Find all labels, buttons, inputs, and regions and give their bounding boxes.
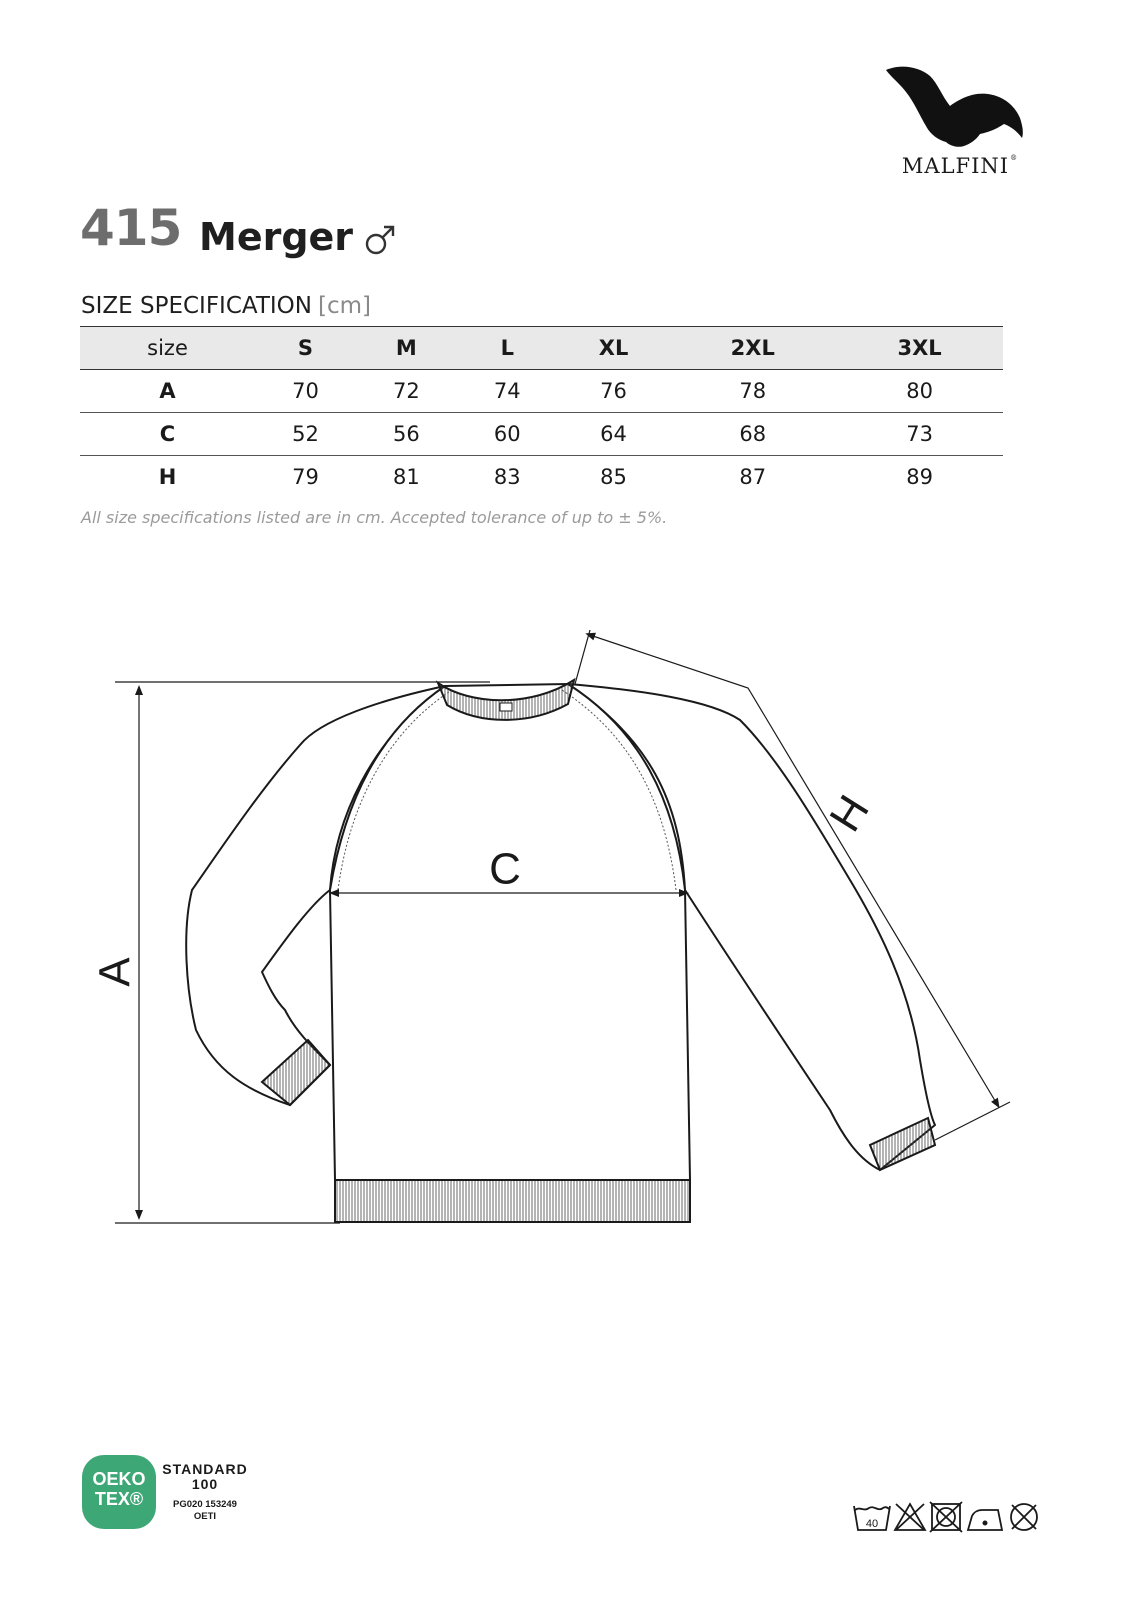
header-s: S	[255, 327, 356, 370]
no-tumble-dry-icon	[930, 1502, 962, 1532]
iron-low-icon	[968, 1510, 1002, 1530]
table-cell: 56	[356, 413, 457, 456]
certificate-code: PG020 153249	[173, 1499, 237, 1510]
standard-label: STANDARD	[162, 1461, 248, 1477]
dim-label-c: C	[489, 844, 521, 894]
table-cell: 81	[392, 465, 420, 489]
dim-h-bottom-extension	[935, 1102, 1010, 1140]
header-m: M	[356, 327, 457, 370]
header-l: L	[457, 327, 558, 370]
brand-wordmark: MALFINI®	[901, 154, 1019, 178]
size-spec-unit: [cm]	[318, 293, 371, 319]
table-cell: 78	[669, 370, 836, 413]
size-spec-title-text: SIZE SPECIFICATION	[81, 293, 312, 319]
oeko-standard	[160, 1462, 250, 1492]
svg-text:40: 40	[865, 1518, 879, 1530]
male-symbol-icon	[364, 222, 398, 256]
table-cell: 73	[836, 413, 1003, 456]
no-dry-clean-icon	[1011, 1504, 1037, 1530]
size-spec-title	[81, 292, 371, 320]
row-label-h: H	[158, 465, 177, 489]
tex-line: TEX®	[94, 1489, 144, 1509]
neck-label	[500, 703, 512, 711]
dim-label-h: H	[820, 787, 879, 840]
bird-logo-icon	[880, 62, 1040, 152]
table-cell: 52	[255, 413, 356, 456]
row-label-a: A	[80, 370, 255, 413]
standard-number: 100	[191, 1476, 219, 1492]
no-bleach-icon	[895, 1504, 925, 1530]
table-row	[80, 370, 1003, 413]
table-cell: 89	[906, 465, 933, 489]
sweatshirt-outline	[186, 684, 935, 1180]
oeko-tex-badge	[82, 1455, 156, 1529]
header-3xl: 3XL	[836, 327, 1003, 370]
table-cell: 83	[493, 465, 521, 489]
care-symbols	[852, 1500, 1052, 1536]
size-table	[80, 326, 1003, 498]
wash-40-icon	[854, 1506, 890, 1530]
sweatshirt-diagram	[0, 600, 1131, 1260]
certificate-institute: OETI	[193, 1511, 217, 1522]
table-cell: 85	[600, 465, 627, 489]
table-cell: 70	[255, 370, 356, 413]
dim-label-a: A	[90, 957, 140, 987]
tolerance-note: All size specifications listed are in cm. Accepted tolerance of up to ± 5%.	[81, 508, 668, 527]
oeko-line: OEKO	[92, 1469, 146, 1489]
table-cell: 87	[739, 465, 767, 489]
table-row	[80, 413, 1003, 456]
header-size: size	[80, 327, 255, 370]
model-number: 415	[80, 199, 182, 257]
row-label-c: C	[80, 413, 255, 456]
hem-rib	[335, 1180, 690, 1222]
table-cell: 68	[669, 413, 836, 456]
oeko-code	[160, 1499, 250, 1523]
header-2xl: 2XL	[669, 327, 836, 370]
header-xl: XL	[558, 327, 670, 370]
table-cell: 72	[356, 370, 457, 413]
table-cell: 74	[457, 370, 558, 413]
table-cell: 60	[457, 413, 558, 456]
table-row	[80, 456, 1003, 499]
table-cell: 80	[836, 370, 1003, 413]
table-cell: 76	[558, 370, 670, 413]
oeko-tex-badge-text	[82, 1469, 156, 1509]
table-header-row	[80, 327, 1003, 370]
table-cell: 64	[558, 413, 670, 456]
table-cell: 79	[292, 465, 319, 489]
dim-h-top-extension	[575, 630, 590, 684]
malfini-logo	[880, 62, 1040, 187]
product-name: Merger	[199, 215, 354, 259]
